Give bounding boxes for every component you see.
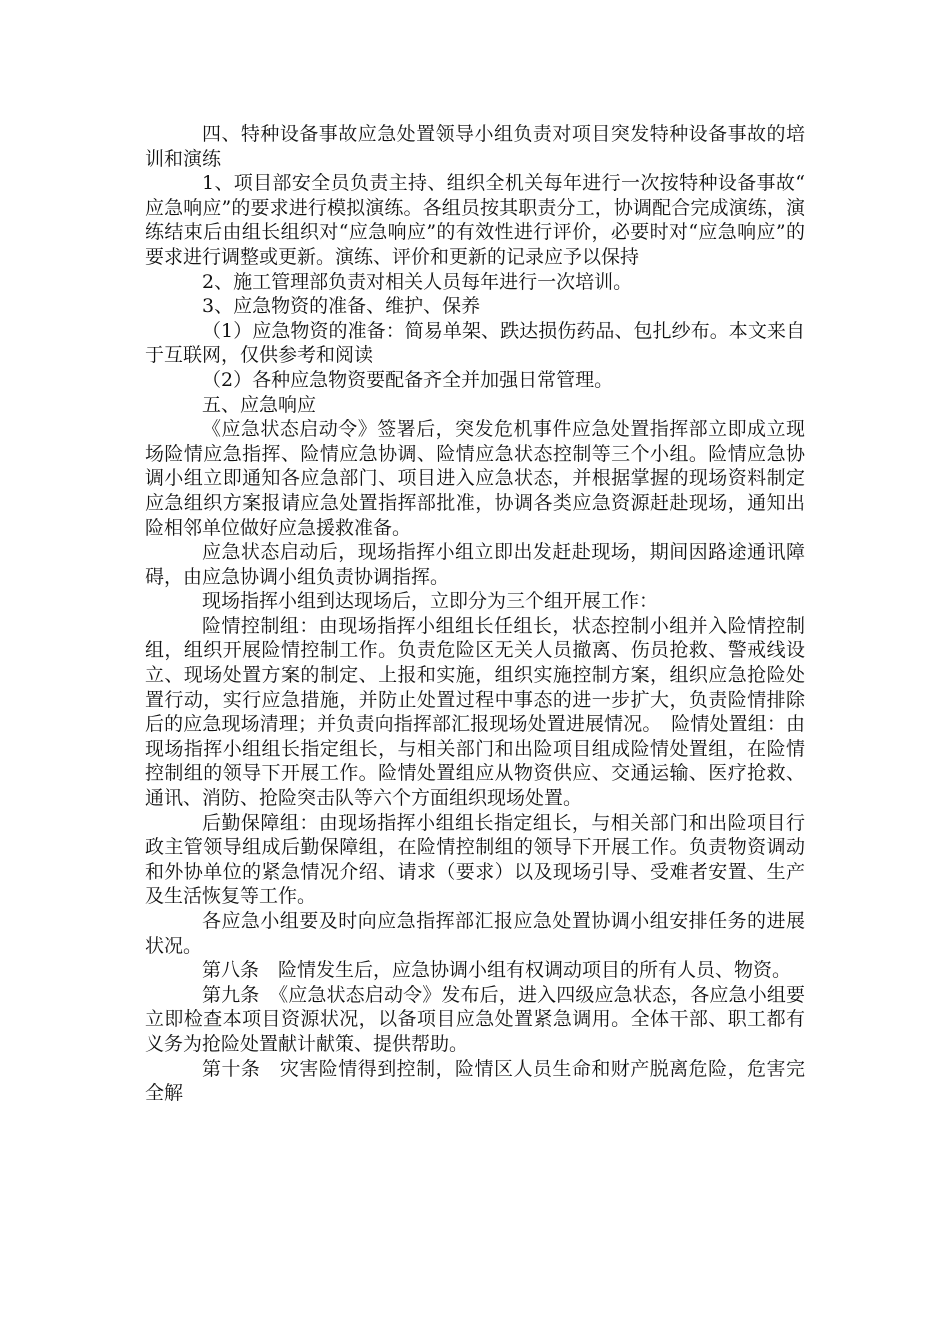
section-heading-response: 五、应急响应: [202, 393, 317, 416]
paragraph-logistics-group: 后勤保障组：由现场指挥小组组长指定组长，与相关部门和出险项目行政主管领导组成后勤保障组，在险情控制组的领导下开展工作。负责物资调动和外协单位的紧急情况介绍、请求（要求）以及现场引导、受难者安置、生产及生活恢复等工作。: [145, 811, 805, 908]
section-heading-training: 四、特种设备事故应急处置领导小组负责对项目突发特种设备事故的培训和演练: [145, 123, 805, 170]
paragraph-supplies-heading: 3、应急物资的准备、维护、保养: [202, 295, 481, 318]
paragraph-supplies-prep: （1）应急物资的准备：简易单架、跌达损伤药品、包扎纱布。本文来自于互联网，仅供参考和阅读: [145, 319, 805, 367]
paragraph-article-9: 第九条 《应急状态启动令》发布后，进入四级应急状态，各应急小组要立即检查本项目资源状况，以备项目应急处置紧急调用。全体干部、职工都有义务为抢险处置献计献策、提供帮助。: [145, 983, 805, 1055]
paragraph-three-groups: 现场指挥小组到达现场后，立即分为三个组开展工作：: [202, 590, 659, 613]
paragraph-after-activation: 应急状态启动后，现场指挥小组立即出发赶赴现场，期间因路途通讯障碍，由应急协调小组负责协调指挥。: [145, 541, 805, 588]
paragraph-article-10: 第十条 灾害险情得到控制，险情区人员生命和财产脱离危险，危害完全解: [145, 1057, 805, 1105]
paragraph-training: 2、施工管理部负责对相关人员每年进行一次培训。: [202, 270, 633, 293]
paragraph-supplies-management: （2）各种应急物资要配备齐全并加强日常管理。: [202, 368, 614, 391]
paragraph-article-8: 第八条 险情发生后，应急协调小组有权调动项目的所有人员、物资。: [202, 959, 792, 982]
paragraph-control-group: 险情控制组：由现场指挥小组组长任组长，状态控制小组并入险情控制组，组织开展险情控制工作。负责危险区无关人员撤离、伤员抢救、警戒线设立、现场处置方案的制定、上报和实施，组织实施控制方案，组织应急抢险处置行动，实行应急措施，并防止处置过程中事态的进一步扩大，负责险情排除后的应急现场清理；并负责向指挥部汇报现场处置进展情况。 险情处置组：由现场指挥小组组长指定组长，与相关部门和出险项目组成险情处置组，在险情控制组的领导下开展工作。险情处置组应从物资供应、交通运输、医疗抢救、通讯、消防、抢险突击队等六个方面组织现场处置。: [145, 614, 805, 810]
paragraph-activation-order: 《应急状态启动令》签署后，突发危机事件应急处置指挥部立即成立现场险情应急指挥、险情应急协调、险情应急状态控制等三个小组。险情应急协调小组立即通知各应急部门、项目进入应急状态，并根据掌握的现场资料制定应急组织方案报请应急处置指挥部批准，协调各类应急资源赶赴现场，通知出险相邻单位做好应急援救准备。: [145, 418, 805, 539]
paragraph-reporting: 各应急小组要及时向应急指挥部汇报应急处置协调小组安排任务的进展状况。: [145, 910, 805, 957]
document-body: [145, 122, 805, 1106]
paragraph-drill: 1、项目部安全员负责主持、组织全机关每年进行一次按特种设备事故“应急响应”的要求进行模拟演练。各组员按其职责分工，协调配合完成演练，演练结束后由组长组织对“应急响应”的有效性进行评价，必要时对“应急响应”的要求进行调整或更新。演练、评价和更新的记录应予以保持: [145, 172, 805, 268]
